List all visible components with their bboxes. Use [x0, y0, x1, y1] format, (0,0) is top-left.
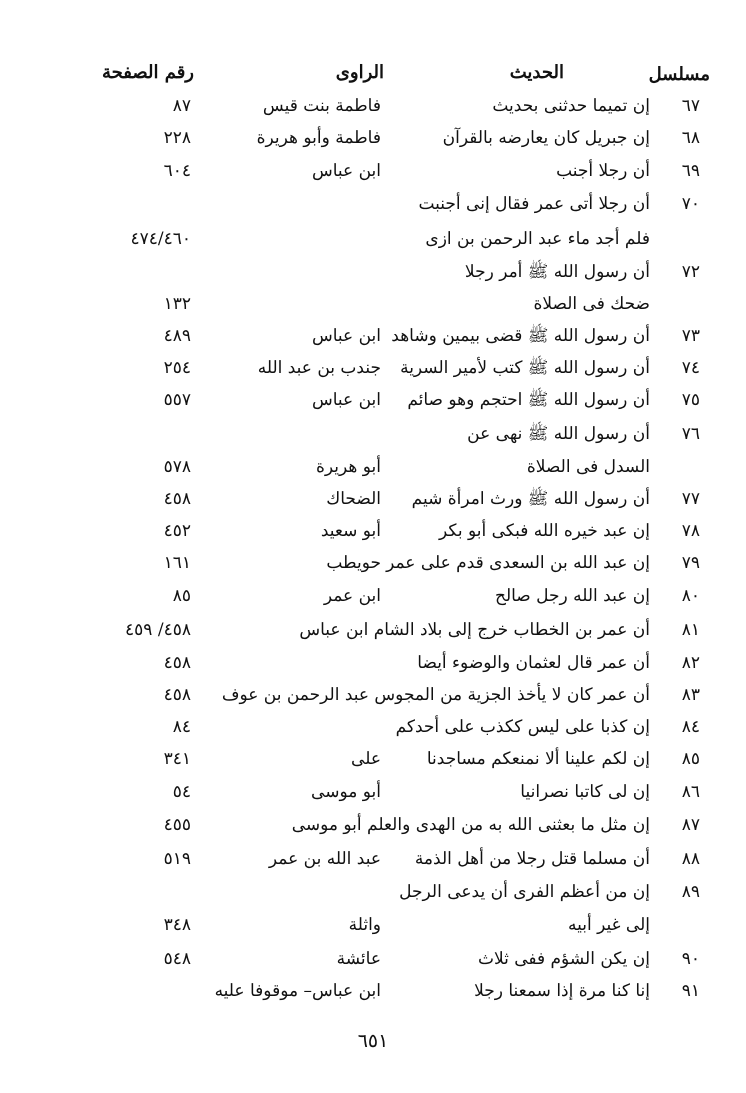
row-narrator: الضحاك — [326, 489, 381, 509]
row-hadith-text: أن رسول الله ﷺ ورث امرأة شيم — [411, 489, 650, 509]
row-serial: ٧٣ — [681, 326, 700, 346]
header-narrator: الراوى — [335, 62, 384, 83]
row-hadith-text: فلم أجد ماء عبد الرحمن بن ازى — [425, 229, 650, 249]
row-hadith-text: أن عمر قال لعثمان والوضوء أيضا — [417, 653, 650, 673]
row-narrator: فاطمة بنت قيس — [262, 96, 381, 116]
row-hadith-text: أن رجلا أجنب — [556, 161, 650, 181]
row-page-number: ٨٤ — [172, 717, 191, 737]
row-narrator: ابن عباس — [311, 326, 381, 346]
row-narrator: ابن عباس — [311, 161, 381, 181]
row-hadith-text: إلى غير أبيه — [568, 915, 650, 935]
row-narrator: واثلة — [348, 915, 381, 935]
row-serial: ٦٩ — [681, 161, 700, 181]
row-serial: ٦٨ — [681, 128, 700, 148]
row-hadith-text: أن رسول الله ﷺ قضى بيمين وشاهد — [391, 326, 650, 346]
row-serial: ٧٧ — [681, 489, 700, 509]
row-hadith-text: إن تميما حدثنى بحديث — [492, 96, 650, 116]
row-page-number: ٤٥٢ — [163, 521, 191, 541]
row-serial: ٧٦ — [681, 424, 700, 444]
row-serial: ٨٧ — [681, 815, 700, 835]
row-narrator: ابن عمر — [323, 586, 381, 606]
row-page-number: ١٣٢ — [163, 294, 191, 314]
row-page-number: ٤٥٥ — [163, 815, 191, 835]
row-hadith-text: إن عبد الله رجل صالح — [494, 586, 650, 606]
row-page-number: ٤٥٨ — [163, 653, 191, 673]
row-narrator: حويطب — [326, 553, 381, 573]
row-hadith-text: إن يكن الشؤم ففى ثلاث — [477, 949, 650, 969]
row-serial: ٨٢ — [681, 653, 700, 673]
row-page-number: ٤٥٨ — [163, 685, 191, 705]
row-hadith-text: ضحك فى الصلاة — [533, 294, 650, 314]
row-page-number: ٣٤١ — [163, 749, 191, 769]
row-narrator: أبو سعيد — [320, 521, 381, 541]
row-hadith-text: إن عبد الله بن السعدى قدم على عمر — [386, 553, 650, 573]
row-serial: ٨٦ — [681, 782, 700, 802]
header-page-number: رقم الصفحة — [101, 62, 194, 83]
row-page-number: ٥١٩ — [163, 849, 191, 869]
row-page-number: ٨٧ — [172, 96, 191, 116]
row-hadith-text: إنا كنا مرة إذا سمعنا رجلا — [474, 981, 650, 1001]
row-narrator: أبو موسى — [311, 782, 381, 802]
row-page-number: ٢٥٤ — [163, 358, 191, 378]
row-page-number: ٢٢٨ — [163, 128, 191, 148]
row-hadith-text: أن عمر كان لا يأخذ الجزية من المجوس عبد الرحمن بن عوف — [221, 685, 650, 705]
row-page-number: ٥٤٨ — [163, 949, 191, 969]
row-page-number: ٥٧٨ — [163, 457, 191, 477]
row-serial: ٨٤ — [681, 717, 700, 737]
row-page-number: ٦٠٤ — [163, 161, 191, 181]
row-page-number: ٣٤٨ — [163, 915, 191, 935]
row-narrator: فاطمة وأبو هريرة — [256, 128, 381, 148]
row-hadith-text: السدل فى الصلاة — [526, 457, 650, 477]
row-page-number: ٤٥٨/ ٤٥٩ — [125, 620, 191, 640]
row-serial: ٩٠ — [681, 949, 700, 969]
row-narrator: عبد الله بن عمر — [268, 849, 381, 869]
row-page-number: ٤٥٨ — [163, 489, 191, 509]
row-narrator: عائشة — [336, 949, 381, 969]
row-serial: ٧٤ — [681, 358, 700, 378]
row-hadith-text: أن رجلا أتى عمر فقال إنى أجنبت — [418, 194, 650, 214]
row-serial: ٨٥ — [681, 749, 700, 769]
footer-page-number: ٦٥١ — [357, 1030, 389, 1052]
row-hadith-text: أن رسول الله ﷺ احتجم وهو صائم — [407, 390, 650, 410]
row-page-number: ٨٥ — [172, 586, 191, 606]
row-hadith-text: إن مثل ما بعثنى الله به من الهدى والعلم أبو موسى — [291, 815, 650, 835]
row-page-number: ٤٧٤/٤٦٠ — [130, 229, 191, 249]
row-hadith-text: إن كذبا على ليس ككذب على أحدكم — [395, 717, 650, 737]
header-hadith: الحديث — [509, 62, 564, 83]
row-hadith-text: إن عبد خيره الله فبكى أبو بكر — [439, 521, 650, 541]
row-serial: ٨٠ — [681, 586, 700, 606]
row-page-number: ٥٤ — [172, 782, 191, 802]
row-serial: ٩١ — [681, 981, 700, 1001]
row-hadith-text: أن رسول الله ﷺ أمر رجلا — [464, 262, 650, 282]
row-narrator: على — [351, 749, 381, 769]
row-narrator: ابن عباس — [311, 390, 381, 410]
row-serial: ٧٠ — [681, 194, 700, 214]
row-serial: ٧٥ — [681, 390, 700, 410]
row-hadith-text: أن عمر بن الخطاب خرج إلى بلاد الشام ابن عباس — [299, 620, 650, 640]
row-serial: ٨٩ — [681, 882, 700, 902]
row-serial: ٧٩ — [681, 553, 700, 573]
row-hadith-text: إن لى كاتبا نصرانيا — [520, 782, 650, 802]
header-serial: مسلسل — [648, 64, 710, 85]
row-hadith-text: إن جبريل كان يعارضه بالقرآن — [442, 128, 650, 148]
row-serial: ٧٢ — [681, 262, 700, 282]
row-narrator: جندب بن عبد الله — [257, 358, 381, 378]
row-narrator: أبو هريرة — [315, 457, 381, 477]
row-hadith-text: أن رسول الله ﷺ كتب لأمير السرية — [400, 358, 650, 378]
row-serial: ٨١ — [681, 620, 700, 640]
row-serial: ٨٣ — [681, 685, 700, 705]
row-serial: ٦٧ — [681, 96, 700, 116]
row-hadith-text: إن من أعظم الفرى أن يدعى الرجل — [399, 882, 650, 902]
row-page-number: ٤٨٩ — [163, 326, 191, 346]
row-narrator: ابن عباس– موقوفا عليه — [214, 981, 381, 1001]
row-serial: ٨٨ — [681, 849, 700, 869]
row-page-number: ٥٥٧ — [163, 390, 191, 410]
row-hadith-text: إن لكم علينا ألا نمنعكم مساجدنا — [426, 749, 650, 769]
row-serial: ٧٨ — [681, 521, 700, 541]
row-page-number: ١٦١ — [163, 553, 191, 573]
row-hadith-text: أن رسول الله ﷺ نهى عن — [467, 424, 650, 444]
row-hadith-text: أن مسلما قتل رجلا من أهل الذمة — [414, 849, 650, 869]
